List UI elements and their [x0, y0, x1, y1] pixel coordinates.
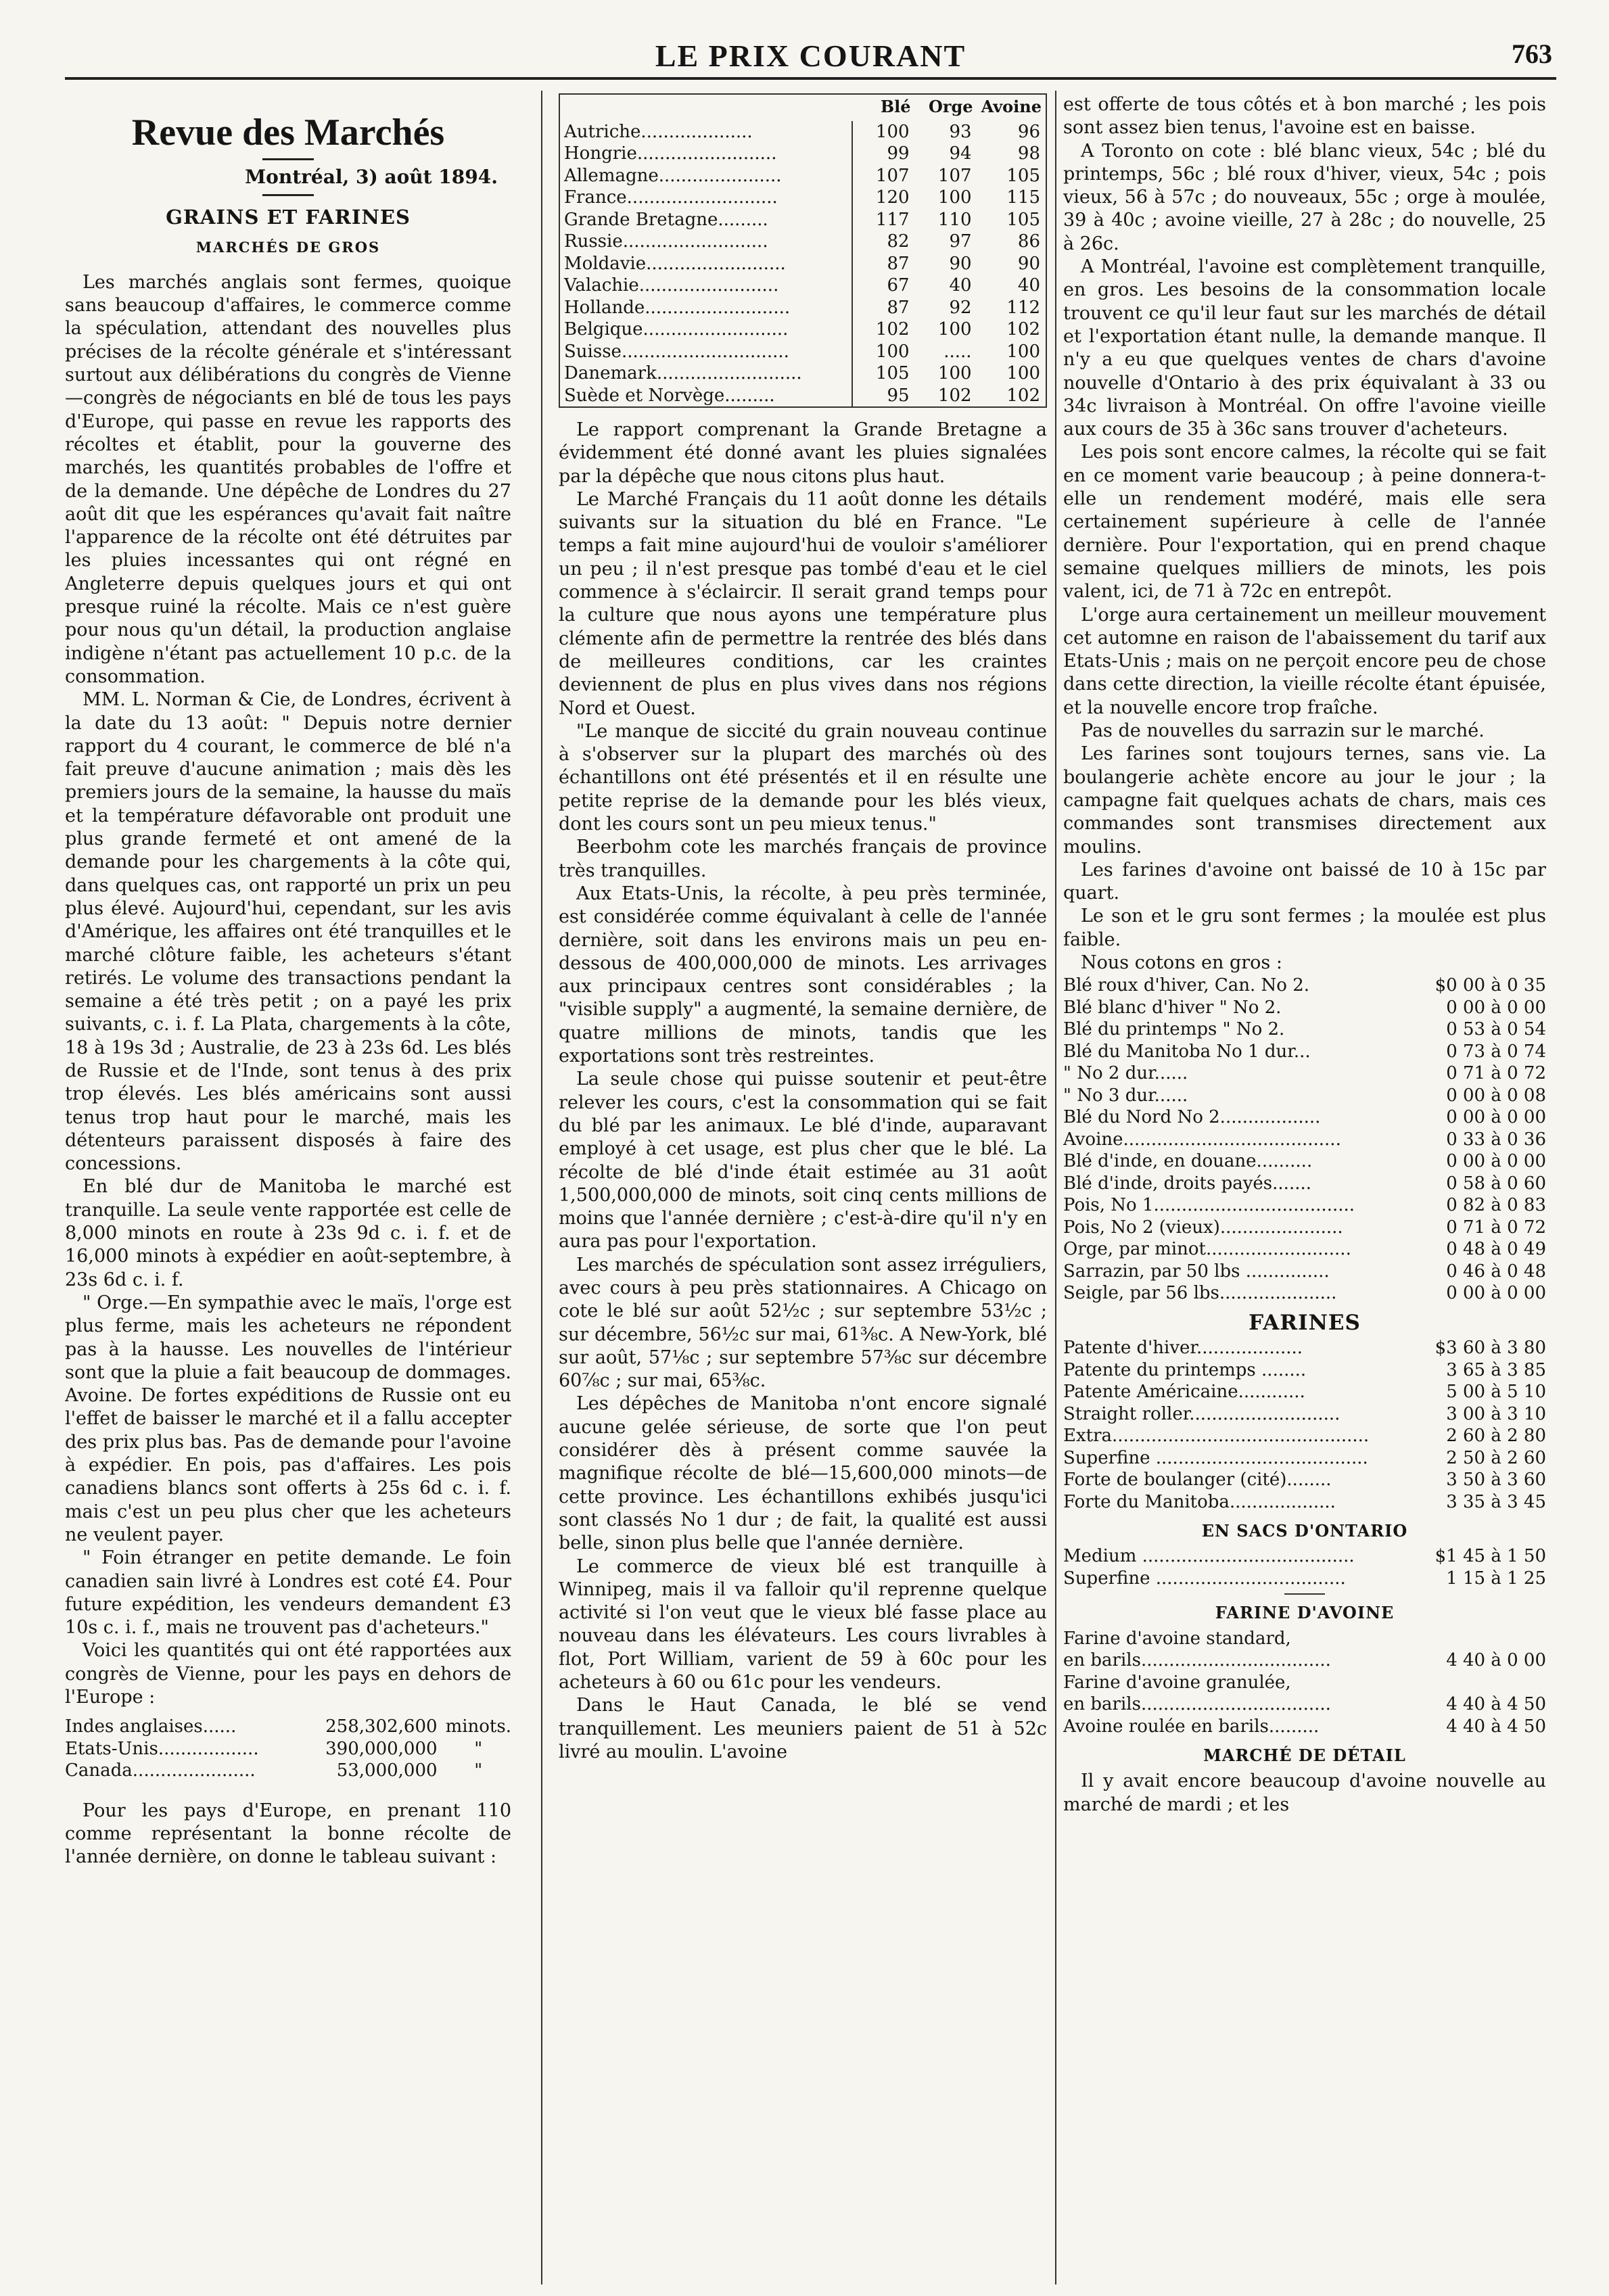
- avoine-price-table: [1063, 1628, 1546, 1738]
- item-cell: Sarrazin, par 50 lbs ...............: [1063, 1261, 1330, 1282]
- paragraph: A Toronto on cote : blé blanc vieux, 54c ; blé du printemps, 56c ; blé roux d'hiver, vieux, 54c ; pois vieux, 56 à 57c ; do nouveaux, 55c ; orge à moulée, 39 à 40c ; avoine vieille, 27 à 28c ; do nouvelle, 25 à 26c.: [1063, 140, 1546, 254]
- country-cell: Hollande..........................: [564, 297, 791, 318]
- item-cell: Avoine roulée en barils.........: [1063, 1716, 1320, 1737]
- value-cell: 82: [852, 231, 915, 253]
- table-row: [1063, 1425, 1546, 1447]
- paragraph: " Foin étranger en petite demande. Le foin canadien sain livré à Londres est coté £4. Pour future expédition, les vendeurs demandent £3 10s c. i. f., mais ne trouvent pas d'acheteurs.": [65, 1547, 511, 1639]
- item-cell: " No 3 dur......: [1063, 1085, 1188, 1106]
- table-row: [1063, 1545, 1546, 1568]
- running-header: [65, 35, 1556, 80]
- table-row: [1063, 1693, 1546, 1716]
- paragraph: Pas de nouvelles du sarrazin sur le marché.: [1081, 720, 1485, 742]
- value-cell: 99: [852, 143, 915, 165]
- price-cell: 0 00 à 0 08: [1446, 1085, 1546, 1106]
- table-row: [1063, 1568, 1546, 1590]
- item-cell: Patente d'hiver...................: [1063, 1338, 1303, 1359]
- paragraph: Le Marché Français du 11 août donne les détails suivants sur la situation du blé en France. "Le temps a fait mine aujourd'hui de vouloir s'améliorer un peu ; il n'est presque pas tombé d'eau et le ciel commence à s'éclaircir. Il serait grand temps pour la culture que nous ayons une température plus clémente afin de permettre la rentrée des blés dans de meilleures conditions, car les craintes deviennent de plus en plus vives dans nos régions Nord et Ouest.: [559, 488, 1047, 719]
- paragraph: Pour les pays d'Europe, en prenant 110 comme représentant la bonne récolte de l'année dernière, on donne le tableau suivant :: [65, 1800, 511, 1868]
- avoine-heading: FARINE D'AVOINE: [1215, 1603, 1395, 1623]
- table-row: [1063, 1716, 1546, 1738]
- table-row: [1063, 1447, 1546, 1470]
- value-cell: 67: [852, 275, 915, 297]
- table-row: [1063, 1018, 1546, 1041]
- value-cell: 390,000,000: [325, 1738, 438, 1759]
- value-cell: 112: [1006, 297, 1040, 318]
- table-row: [1063, 1469, 1546, 1491]
- column-header: Blé: [880, 97, 911, 116]
- paragraph: "Le manque de siccité du grain nouveau continue à s'observer sur la plupart des marchés où des échantillons ont été présentés et il en résulte une petite reprise de la demande pour les blés vieux, dont les cours sont un peu mieux tenus.": [559, 720, 1047, 835]
- price-cell: 4 40 à 4 50: [1446, 1694, 1546, 1715]
- price-cell: 0 73 à 0 74: [1446, 1041, 1546, 1062]
- paragraph: Voici les quantités qui ont été rapportées aux congrès de Vienne, pour les pays en dehors de l'Europe :: [65, 1640, 511, 1708]
- table-row: [1063, 1085, 1546, 1107]
- paragraph: Les pois sont encore calmes, la récolte qui se fait en ce moment varie beaucoup ; à peine donnera-t-elle un rendement modéré, mais elle sera certainement supérieure à celle de l'année dernière. Pour l'exportation, qui en prend chaque semaine quelques milliers de minots, les pois valent, ici, de 71 à 72c en entrepôt.: [1063, 442, 1546, 603]
- paragraph: A Montréal, l'avoine est complètement tranquille, en gros. Les besoins de la consommation locale trouvent ce qu'il leur faut sur les marchés de détail et l'exportation étant nulle, la demande manque. Il n'y a eu que quelques ventes de chars d'avoine nouvelle d'Ontario à des prix équivalant à 33 ou 34c livraison à Montréal. On offre l'avoine vieille aux cours de 35 à 36c sans trouver d'acheteurs.: [1063, 256, 1546, 440]
- country-cell: Hongrie.........................: [564, 143, 777, 164]
- price-cell: 0 58 à 0 60: [1446, 1173, 1546, 1194]
- item-cell: Blé du Manitoba No 1 dur...: [1063, 1041, 1311, 1062]
- value-cell: 90: [1017, 253, 1040, 274]
- section-heading: GRAINS ET FARINES: [166, 206, 411, 229]
- value-cell: 117: [852, 209, 915, 231]
- table-row: [1063, 1261, 1546, 1283]
- value-cell: 105: [852, 362, 915, 385]
- item-cell: Patente Américaine............: [1063, 1382, 1305, 1403]
- table-row: [1063, 1628, 1546, 1650]
- table-row: [559, 231, 1046, 253]
- table-row: [559, 341, 1046, 363]
- table-row: [65, 1716, 511, 1738]
- value-cell: 53,000,000: [336, 1760, 438, 1781]
- value-cell: 107: [852, 165, 915, 187]
- value-cell: 94: [949, 143, 972, 164]
- ontario-heading: EN SACS D'ONTARIO: [1201, 1521, 1408, 1541]
- table-row: [1063, 1217, 1546, 1239]
- value-cell: 102: [1006, 385, 1040, 406]
- table-row: [1063, 1649, 1546, 1672]
- section-rule: [262, 194, 314, 196]
- table-row: [559, 143, 1046, 165]
- country-cell: France...........................: [564, 187, 778, 208]
- paragraph: Il y avait encore beaucoup d'avoine nouvelle au marché de mardi ; et les: [1063, 1771, 1546, 1815]
- item-cell: en barils..................................: [1063, 1694, 1331, 1715]
- value-cell: 87: [852, 297, 915, 319]
- item-cell: Extra..............................................: [1063, 1426, 1370, 1447]
- page-number: 763: [1512, 39, 1552, 69]
- grain-price-table: [1063, 975, 1546, 1305]
- table-row: [1063, 1129, 1546, 1151]
- item-cell: Straight roller...........................: [1063, 1403, 1340, 1424]
- table-row: [559, 362, 1046, 385]
- price-cell: [1404, 1628, 1546, 1650]
- quantities-table: [65, 1716, 511, 1782]
- price-cell: 1 15 à 1 25: [1446, 1568, 1546, 1589]
- title-rule: [262, 158, 314, 160]
- price-cell: 3 50 à 3 60: [1446, 1470, 1546, 1491]
- value-cell: 87: [852, 253, 915, 275]
- paragraph: est offerte de tous côtés et à bon marché ; les pois sont assez bien tenus, l'avoine est en baisse.: [1063, 94, 1546, 139]
- value-cell: 107: [937, 165, 972, 186]
- value-cell: 100: [937, 363, 972, 383]
- country-cell: Allemagne......................: [564, 165, 782, 186]
- table-row: [1063, 1062, 1546, 1085]
- price-cell: 4 40 à 4 50: [1446, 1716, 1546, 1737]
- item-cell: Medium ......................................: [1063, 1546, 1355, 1567]
- value-cell: 100: [1006, 341, 1040, 362]
- value-cell: 120: [852, 187, 915, 209]
- item-cell: Farine d'avoine standard,: [1063, 1628, 1291, 1649]
- column-header: [559, 94, 852, 121]
- item-cell: Avoine.......................................: [1063, 1129, 1341, 1150]
- table-row: [559, 385, 1046, 408]
- table-row: [1063, 1381, 1546, 1403]
- column-3: [1063, 93, 1546, 2285]
- column-header: Orge: [928, 97, 973, 116]
- item-cell: Pois, No 1....................................: [1063, 1195, 1355, 1216]
- price-cell: 0 82 à 0 83: [1446, 1195, 1546, 1216]
- column-2: [559, 93, 1047, 2285]
- value-cell: 258,302,600: [325, 1716, 438, 1737]
- table-row: [1063, 1041, 1546, 1063]
- table-row: [1063, 1672, 1546, 1694]
- table-row: [1063, 997, 1546, 1019]
- paragraph: Les dépêches de Manitoba n'ont encore signalé aucune gelée sérieuse, de sorte que l'on peut considérer dès à présent comme sauvée la magnifique récolte de blé—15,600,000 minots—de cette province. Les échantillons exhibés jusqu'ici sont classés No 1 dur ; de fait, la qualité est aussi belle, sinon plus belle que l'année dernière.: [559, 1393, 1047, 1554]
- country-cell: Grande Bretagne.........: [564, 209, 768, 230]
- table-row: [1063, 1491, 1546, 1514]
- price-cell: 0 46 à 0 48: [1446, 1261, 1546, 1282]
- item-cell: Forte de boulanger (cité)........: [1063, 1470, 1332, 1491]
- item-cell: Blé roux d'hiver, Can. No 2.: [1063, 975, 1309, 996]
- item-cell: Orge, par minot..........................: [1063, 1239, 1351, 1260]
- value-cell: 96: [1017, 121, 1040, 142]
- unit-cell: minots.: [445, 1716, 511, 1737]
- country-cell: Suisse..............................: [564, 341, 789, 362]
- harvest-table: [559, 93, 1047, 408]
- item-cell: Patente du printemps ........: [1063, 1359, 1307, 1380]
- paragraph: Dans le Haut Canada, le blé se vend tranquillement. Les meuniers paient de 51 à 52c livré au moulin. L'avoine: [559, 1695, 1047, 1762]
- price-cell: $0 00 à 0 35: [1435, 975, 1546, 996]
- price-cell: $3 60 à 3 80: [1435, 1338, 1546, 1359]
- item-cell: Blé du printemps " No 2.: [1063, 1019, 1285, 1040]
- subsection-heading: MARCHÉS DE GROS: [195, 238, 381, 256]
- price-cell: 0 00 à 0 00: [1446, 1283, 1546, 1304]
- column-1: [65, 93, 511, 2285]
- country-cell: Moldavie.........................: [564, 253, 786, 274]
- price-cell: 5 00 à 5 10: [1446, 1382, 1546, 1403]
- table-row: [1063, 975, 1546, 997]
- country-cell: Belgique..........................: [564, 319, 789, 339]
- item-cell: Pois, No 2 (vieux)......................: [1063, 1217, 1343, 1238]
- price-cell: 0 53 à 0 54: [1446, 1019, 1546, 1040]
- table-row: [65, 1760, 511, 1782]
- divider: [1284, 1593, 1325, 1595]
- value-cell: 86: [1017, 231, 1040, 252]
- item-cell: Seigle, par 56 lbs.....................: [1063, 1283, 1337, 1304]
- value-cell: 102: [852, 319, 915, 341]
- value-cell: 98: [1017, 143, 1040, 164]
- item-cell: Blé du Nord No 2..................: [1063, 1107, 1321, 1128]
- paragraph: Les farines d'avoine ont baissé de 10 à 15c par quart.: [1063, 859, 1546, 904]
- paragraph: En blé dur de Manitoba le marché est tranquille. La seule vente rapportée est celle de 8,000 minots en route à 23s 9d c. i. f. et de 16,000 minots à expédier en août-septembre, à 23s 6d c. i. f.: [65, 1176, 511, 1290]
- table-row: [559, 319, 1046, 341]
- price-cell: 3 65 à 3 85: [1446, 1359, 1546, 1380]
- price-cell: 0 71 à 0 72: [1446, 1217, 1546, 1238]
- paragraph: MM. L. Norman & Cie, de Londres, écrivent à la date du 13 août: " Depuis notre dernier rapport du 4 courant, le commerce de blé n'a fait preuve d'aucune animation ; mais dès les premiers jours de la semaine, la hausse du maïs et la température défavorable ont produit une plus grande fermeté et ont amené de la demande pour les chargements à la côte qui, dans quelques cas, ont rapporté un prix un peu plus élevé. Aujourd'hui, cependant, sur les avis d'Amérique, les affaires ont été tranquilles et le marché clôture faible, les acheteurs s'étant retirés. Le volume des transactions pendant la semaine a été très petit ; on a payé les prix suivants, c. i. f. La Plata, chargements à la côte, 18 à 19s 3d ; Australie, de 23 à 23s 6d. Les blés de Russie et de l'Inde, sont tenus à des prix trop élevés. Les blés américains sont aussi tenus trop haut pour le marché, mais les détenteurs paraissent disposés à faire des concessions.: [65, 689, 511, 1175]
- article-title: Revue des Marchés: [131, 112, 445, 154]
- paragraph: Les marchés anglais sont fermes, quoique sans beaucoup d'affaires, le commerce comme la spéculation, attendant des nouvelles plus précises de la récolte générale et s'intéressant surtout aux délibérations du congrès de Vienne—congrès de négociants en blé de tous les pays d'Europe, qui passe en revue les rapports des récoltes et établit, pour la gouverne des marchés, les quantités probables de l'offre et de la demande. Une dépêche de Londres du 27 août dit que les espérances qu'avait fait naître l'apparence de la récolte ont été détruites par les pluies incessantes qui ont régné en Angleterre depuis quelques jours et qui ont presque ruiné la récolte. Mais ce n'est guère pour nous qu'un détail, la production anglaise indigène n'étant pas actuellement 10 p.c. de la consommation.: [65, 271, 511, 687]
- unit-cell: ": [474, 1760, 483, 1781]
- farines-price-table: [1063, 1337, 1546, 1513]
- country-cell: Danemark..........................: [564, 363, 802, 383]
- column-rule: [1055, 91, 1056, 2285]
- value-cell: 102: [1006, 319, 1040, 339]
- value-cell: 92: [949, 297, 972, 318]
- value-cell: 105: [1006, 165, 1040, 186]
- paragraph: Le commerce de vieux blé est tranquille à Winnipeg, mais il va falloir qu'il reprenne quelque activité si l'on veut que le vieux blé fasse place au nouveau dans les élévateurs. Les cours livrables à flot, Port William, varient de 59 à 60c pour les acheteurs à 60 ou 61c pour les vendeurs.: [559, 1555, 1047, 1693]
- table-row: [65, 1738, 511, 1760]
- value-cell: 100: [937, 187, 972, 208]
- value-cell: 93: [949, 121, 972, 142]
- paragraph: Aux Etats-Unis, la récolte, à peu près terminée, est considérée comme équivalant à celle de l'année dernière, soit dans les environs mais un peu en-dessous de 400,000,000 de minots. Les arrivages aux principaux centres sont considérables ; la "visible supply" a augmenté, la semaine dernière, de quatre millions de minots, tandis que les exportations sont très restreintes.: [559, 883, 1047, 1067]
- item-cell: Forte du Manitoba...................: [1063, 1491, 1336, 1512]
- table-row: [559, 253, 1046, 275]
- table-row: [559, 165, 1046, 187]
- country-cell: Etats-Unis..................: [65, 1738, 259, 1759]
- paragraph: Le son et le gru sont fermes ; la moulée est plus faible.: [1063, 906, 1546, 950]
- value-cell: 110: [937, 209, 972, 230]
- column-header: Avoine: [981, 97, 1042, 116]
- table-row: [559, 297, 1046, 319]
- paragraph: Beerbohm cote les marchés français de province très tranquilles.: [559, 837, 1047, 881]
- price-cell: 0 33 à 0 36: [1446, 1129, 1546, 1150]
- country-cell: Indes anglaises......: [65, 1716, 237, 1737]
- country-cell: Suède et Norvège.........: [564, 385, 775, 406]
- price-cell: [1404, 1672, 1546, 1694]
- price-cell: 2 60 à 2 80: [1446, 1426, 1546, 1447]
- detail-heading: MARCHÉ DE DÉTAIL: [1203, 1746, 1406, 1766]
- price-cell: 0 48 à 0 49: [1446, 1239, 1546, 1260]
- item-cell: " No 2 dur......: [1063, 1063, 1188, 1084]
- country-cell: Autriche....................: [564, 121, 753, 142]
- price-cell: 0 00 à 0 00: [1446, 1151, 1546, 1172]
- table-row: [1063, 1282, 1546, 1305]
- value-cell: 90: [949, 253, 972, 274]
- value-cell: 105: [1006, 209, 1040, 230]
- item-cell: Superfine ..................................: [1063, 1568, 1346, 1589]
- item-cell: Blé d'inde, droits payés.......: [1063, 1173, 1311, 1194]
- price-cell: 0 00 à 0 00: [1446, 997, 1546, 1018]
- price-cell: 2 50 à 2 60: [1446, 1447, 1546, 1468]
- paragraph: " Orge.—En sympathie avec le maïs, l'orge est plus ferme, mais les acheteurs ne répondent pas à la hausse. Les nouvelles de l'intérieur sont que la pluie a fait beaucoup de dommages. Avoine. De fortes expéditions de Russie ont eu l'effet de baisser le marché et il a fallu accepter des prix plus bas. Pas de demande pour l'avoine à expédier. En pois, pas d'affaires. Les pois canadiens blancs sont offerts à 25s 6d c. i. f. mais c'est un peu plus cher que les acheteurs ne veulent payer.: [65, 1292, 511, 1545]
- farines-heading: FARINES: [1249, 1310, 1361, 1335]
- table-row: [1063, 1238, 1546, 1261]
- table-row: [1063, 1106, 1546, 1129]
- item-cell: Blé d'inde, en douane..........: [1063, 1151, 1313, 1172]
- table-row: [1063, 1150, 1546, 1173]
- table-row: [559, 121, 1046, 143]
- item-cell: Superfine ......................................: [1063, 1447, 1368, 1468]
- paragraph: Les farines sont toujours ternes, sans vie. La boulangerie achète encore au jour le jour ; la campagne fait quelques achats de chars, mais ces commandes sont transmises directement aux moulins.: [1063, 743, 1546, 858]
- table-row: [1063, 1337, 1546, 1359]
- column-rule: [541, 91, 542, 2285]
- value-cell: 40: [949, 275, 972, 296]
- paragraph: L'orge aura certainement un meilleur mouvement cet automne en raison de l'abaissement du tarif aux Etats-Unis ; mais on ne perçoit encore peu de chose dans cette direction, la vieille récolte étant épuisée, et la nouvelle encore trop fraîche.: [1063, 604, 1546, 718]
- table-row: [559, 275, 1046, 297]
- price-cell: 0 71 à 0 72: [1446, 1063, 1546, 1084]
- table-row: [1063, 1359, 1546, 1382]
- table-row: [559, 187, 1046, 209]
- value-cell: 100: [852, 341, 915, 363]
- price-cell: $1 45 à 1 50: [1435, 1546, 1546, 1567]
- value-cell: 40: [1017, 275, 1040, 296]
- value-cell: 100: [852, 121, 915, 143]
- item-cell: Blé blanc d'hiver " No 2.: [1063, 997, 1282, 1018]
- dateline: Montréal, 3) août 1894.: [245, 166, 498, 188]
- price-cell: 4 40 à 0 00: [1446, 1650, 1546, 1671]
- value-cell: 95: [852, 385, 915, 408]
- price-cell: 3 35 à 3 45: [1446, 1491, 1546, 1512]
- country-cell: Russie..........................: [564, 231, 768, 252]
- table-row: [1063, 1403, 1546, 1426]
- table-row: [1063, 1194, 1546, 1217]
- paragraph: Nous cotons en gros :: [1081, 952, 1282, 973]
- paragraph: Les marchés de spéculation sont assez irréguliers, avec cours à peu près stationnaires. A Chicago on cote le blé sur août 52½c ; sur septembre 53½c ; sur décembre, 56½c sur mai, 61⅜c. A New-York, blé sur août, 57⅛c ; sur septembre 57⅜c sur décembre 60⅞c ; sur mai, 65⅜c.: [559, 1254, 1047, 1392]
- price-cell: 3 00 à 3 10: [1446, 1403, 1546, 1424]
- value-cell: 97: [949, 231, 972, 252]
- table-row: [559, 209, 1046, 231]
- paragraph: La seule chose qui puisse soutenir et peut-être relever les cours, c'est la consommation qui se fait du blé par les animaux. Le blé d'inde, auparavant employé à cet usage, est plus cher que le blé. La récolte de blé d'inde était estimée au 31 août 1,500,000,000 de minots, soit cinq cents millions de moins que l'année dernière ; c'est-à-dire qu'il n'y en aura pas pour l'exportation.: [559, 1069, 1047, 1252]
- unit-cell: ": [474, 1738, 483, 1759]
- value-cell: 100: [1006, 363, 1040, 383]
- table-header-row: [559, 94, 1046, 121]
- item-cell: Farine d'avoine granulée,: [1063, 1672, 1291, 1693]
- paragraph: Le rapport comprenant la Grande Bretagne a évidemment été donné avant les pluies signalées par la dépêche que nous citons plus haut.: [559, 419, 1047, 487]
- price-cell: 0 00 à 0 00: [1446, 1107, 1546, 1128]
- publication-title: LE PRIX COURANT: [655, 39, 966, 73]
- item-cell: en barils..................................: [1063, 1650, 1331, 1671]
- table-row: [1063, 1173, 1546, 1195]
- country-cell: Valachie.........................: [564, 275, 779, 296]
- country-cell: Canada......................: [65, 1760, 256, 1781]
- value-cell: 102: [937, 385, 972, 406]
- ontario-price-table: [1063, 1545, 1546, 1589]
- value-cell: .....: [943, 341, 972, 362]
- value-cell: 115: [1006, 187, 1040, 208]
- value-cell: 100: [937, 319, 972, 339]
